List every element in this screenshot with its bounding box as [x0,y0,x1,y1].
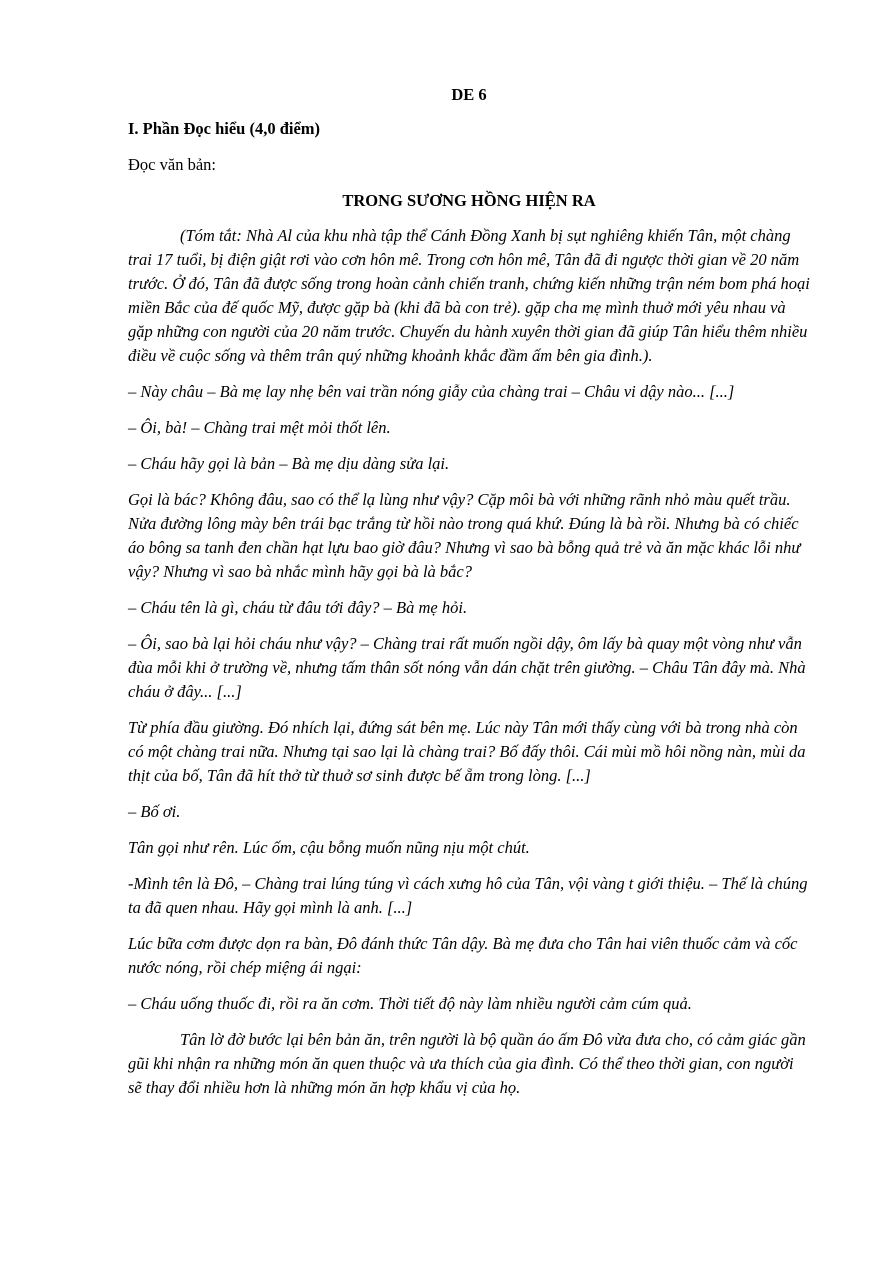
story-title: TRONG SƯƠNG HỒNG HIỆN RA [342,191,596,210]
reading-instruction: Đọc văn bản: [128,155,216,174]
story-paragraph: – Cháu uống thuốc đi, rồi ra ăn cơm. Thời tiết độ này làm nhiều người cảm cúm quả. [128,994,692,1013]
story-paragraph: -Mình tên là Đô, – Chàng trai lúng túng vì cách xưng hô của Tân, vội vàng t giới thiệu. – Thế là chúng ta đã quen nhau. Hãy gọi mình là anh. [...] [128,874,808,917]
story-paragraph: Lúc bữa cơm được dọn ra bàn, Đô đánh thức Tân dậy. Bà mẹ đưa cho Tân hai viên thuốc cảm và cốc nước nóng, rồi chép miệng ái ngại: [128,934,798,977]
story-paragraph: – Cháu hãy gọi là bản – Bà mẹ dịu dàng sửa lại. [128,454,450,473]
summary-paragraph: (Tóm tắt: Nhà Al của khu nhà tập thể Cánh Đồng Xanh bị sụt nghiêng khiến Tân, một chàng trai 17 tuổi, bị điện giật rơi vào cơn hôn mê. Trong cơn hôn mê, Tân đã đi ngược thời gian về 20 năm trước. Ở đó, Tân đã được sống trong hoàn cảnh chiến tranh, chứng kiến những trận ném bom phá hoại miền Bắc của đế quốc Mỹ, được gặp bà (khi đã bà con trẻ). gặp cha mẹ mình thuở mới yêu nhau và gặp những con người của 20 năm trước. Chuyến du hành xuyên thời gian đã giúp Tân hiểu thêm nhiều điều về cuộc sống và thêm trân quý những khoảnh khắc đầm ấm bên gia đình.). [128,226,810,365]
story-paragraph: – Ôi, sao bà lại hỏi cháu như vậy? – Chàng trai rất muốn ngồi dậy, ôm lấy bà quay một vòng như vẫn đùa mỗi khi ở trường về, nhưng tấm thân sốt nóng vẫn dán chặt trên giường. – Châu Tân đây mà. Nhà cháu ở đây... [...] [128,634,806,701]
section-heading: I. Phần Đọc hiểu (4,0 điểm) [128,119,321,138]
story-paragraph: – Bố ơi. [128,802,181,821]
document-page [128,84,810,1112]
story-paragraph: – Ôi, bà! – Chàng trai mệt mỏi thốt lên. [128,418,391,437]
story-paragraph: – Cháu tên là gì, cháu từ đâu tới đây? – Bà mẹ hỏi. [128,598,468,617]
story-paragraph: Từ phía đầu giường. Đó nhích lại, đứng sát bên mẹ. Lúc này Tân mới thấy cùng với bà trong nhà còn có một chàng trai nữa. Nhưng tại sao lại là chàng trai? Bố đấy thôi. Cái mùi mồ hôi nồng nàn, mùi da thịt của bố, Tân đã hít thở từ thuở sơ sinh được bế ẵm trong lòng. [...] [128,718,806,785]
story-paragraph: Tân lờ đờ bước lại bên bản ăn, trên người là bộ quần áo ấm Đô vừa đưa cho, có cảm giác gần gũi khi nhận ra những món ăn quen thuộc và ưa thích của gia đình. Có thể theo thời gian, con người sẽ thay đổi nhiều hơn là những món ăn hợp khẩu vị của họ. [128,1030,806,1097]
exam-title: DE 6 [451,85,487,104]
story-paragraph: Tân gọi như rên. Lúc ốm, cậu bỗng muốn nũng nịu một chút. [128,838,530,857]
story-paragraph: – Này châu – Bà mẹ lay nhẹ bên vai trần nóng giẫy của chàng trai – Châu vi dậy nào... [...] [128,382,735,401]
story-paragraph: Gọi là bác? Không đâu, sao có thể lạ lùng như vậy? Cặp môi bà với những rãnh nhỏ màu quết trầu. Nửa đường lông mày bên trái bạc trắng từ hồi nào trong quá khứ. Đúng là bà rồi. Nhưng bà có chiếc áo bông sa tanh đen chần hạt lựu bao giờ đâu? Nhưng vì sao bà bỗng quả trẻ và ăn mặc khác lỗi như vậy? Nhưng vì sao bà nhắc mình hãy gọi bà là bắc? [128,490,801,581]
